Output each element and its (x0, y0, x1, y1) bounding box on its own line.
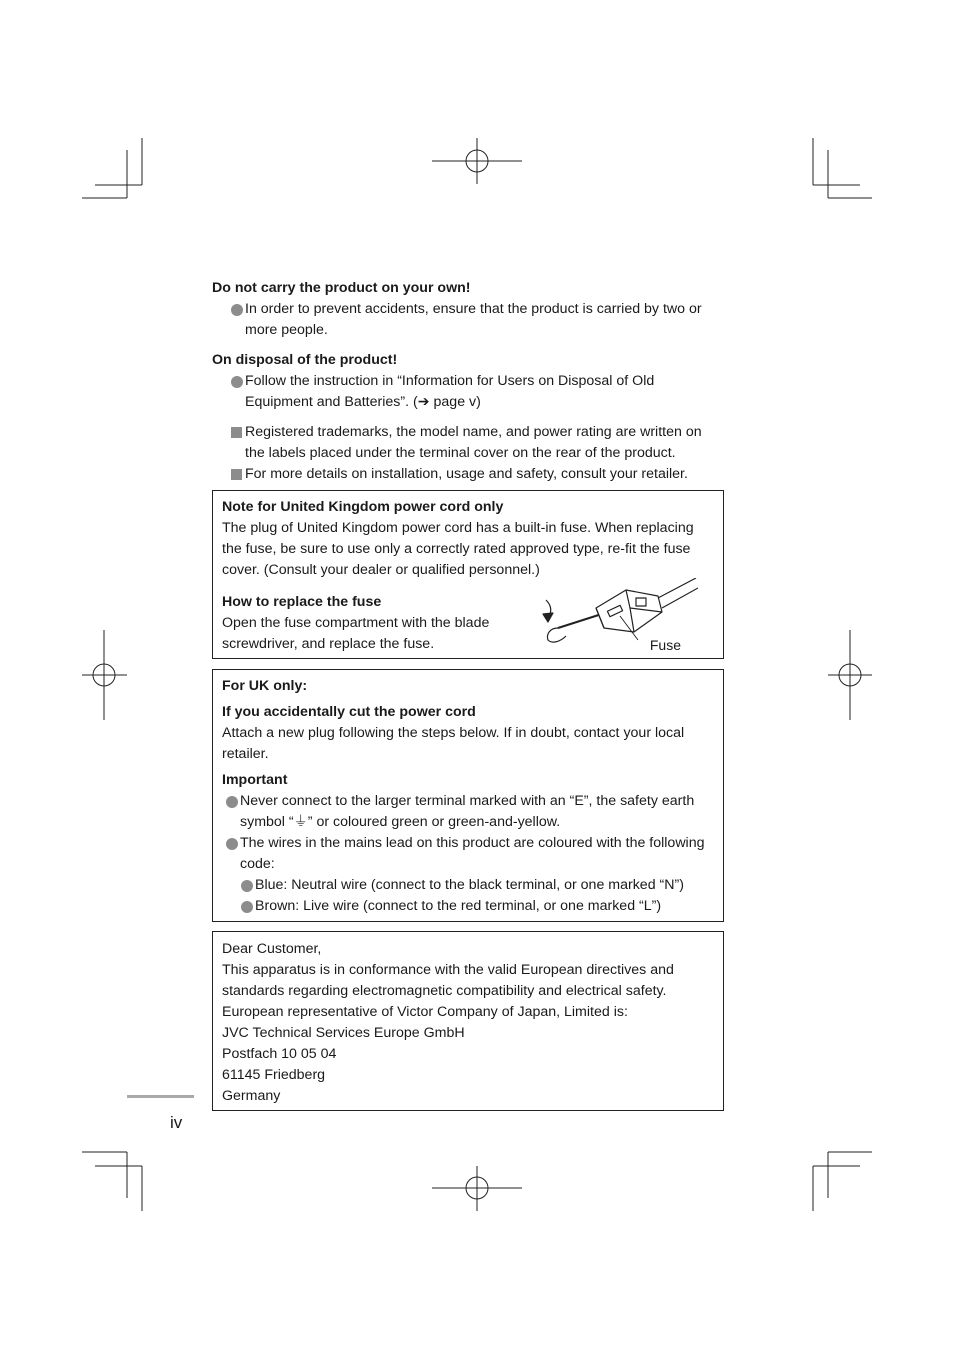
important-bullet-earth (222, 791, 714, 833)
important-bullet-wires (222, 833, 714, 875)
note-retailer-text: For more details on installation, usage and safety, consult your retailer. (245, 466, 688, 482)
important-bullet-earth-text: Never connect to the larger terminal marked with an “E”, the safety earth symbol “⏚” or coloured green or green-and-yellow. (240, 793, 695, 830)
note-trademarks (212, 422, 724, 464)
important-heading: Important (222, 772, 288, 788)
customer-country: Germany (222, 1088, 281, 1104)
fuse-howto-heading: How to replace the fuse (222, 594, 382, 610)
wire-brown-bullet (222, 896, 714, 917)
bullet-dot-icon (241, 901, 253, 913)
wire-blue-text: Blue: Neutral wire (connect to the black terminal, or one marked “N”) (255, 877, 684, 893)
wire-blue-bullet (222, 875, 714, 896)
bullet-dot-icon (226, 838, 238, 850)
uk-fuse-body: The plug of United Kingdom power cord has a built-in fuse. When replacing the fuse, be sure to use only a correctly rated approved type, re-fit the fuse cover. (Consult your dealer or qualified personnel.) (222, 520, 694, 578)
page-number-bar (127, 1095, 194, 1098)
wire-brown-text: Brown: Live wire (connect to the red terminal, or one marked “L”) (255, 898, 662, 914)
page-number: iv (170, 1113, 183, 1132)
uk-fuse-box (212, 490, 724, 659)
uk-only-box (212, 669, 724, 922)
bullet-dot-icon (226, 796, 238, 808)
customer-conformance: This apparatus is in conformance with the valid European directives and standards regarding electromagnetic compatibility and electrical safety. (222, 962, 674, 999)
fuse-howto-body: Open the fuse compartment with the blade screwdriver, and replace the fuse. (222, 615, 490, 652)
disposal-bullet-text: Follow the instruction in “Information for Users on Disposal of Old Equipment and Batteries”. (➔ page v) (245, 373, 655, 410)
bullet-dot-icon (231, 376, 243, 388)
customer-representative: European representative of Victor Company of Japan, Limited is: (222, 1004, 628, 1020)
customer-box (212, 931, 724, 1111)
carry-bullet (212, 299, 724, 341)
square-bullet-icon (231, 427, 242, 438)
page-content (212, 278, 724, 1111)
bullet-dot-icon (241, 880, 253, 892)
customer-postfach: Postfach 10 05 04 (222, 1046, 337, 1062)
cut-cord-body: Attach a new plug following the steps below. If in doubt, contact your local retailer. (222, 725, 685, 762)
bullet-dot-icon (231, 304, 243, 316)
important-bullet-wires-text: The wires in the mains lead on this product are coloured with the following code: (240, 835, 705, 872)
cut-cord-heading: If you accidentally cut the power cord (222, 704, 476, 720)
note-retailer (212, 464, 724, 485)
disposal-heading: On disposal of the product! (212, 352, 398, 368)
uk-only-title: For UK only: (222, 678, 308, 694)
customer-city: 61145 Friedberg (222, 1067, 326, 1083)
note-trademarks-text: Registered trademarks, the model name, and power rating are written on the labels placed under the terminal cover on the rear of the product. (245, 424, 702, 461)
customer-company: JVC Technical Services Europe GmbH (222, 1025, 465, 1041)
fuse-label: Fuse (649, 637, 681, 653)
square-bullet-icon (231, 469, 242, 480)
disposal-bullet (212, 371, 724, 413)
carry-heading: Do not carry the product on your own! (212, 280, 471, 296)
uk-fuse-title: Note for United Kingdom power cord only (222, 499, 504, 515)
customer-greeting: Dear Customer, (222, 941, 322, 957)
carry-bullet-text: In order to prevent accidents, ensure that the product is carried by two or more people. (245, 301, 702, 338)
